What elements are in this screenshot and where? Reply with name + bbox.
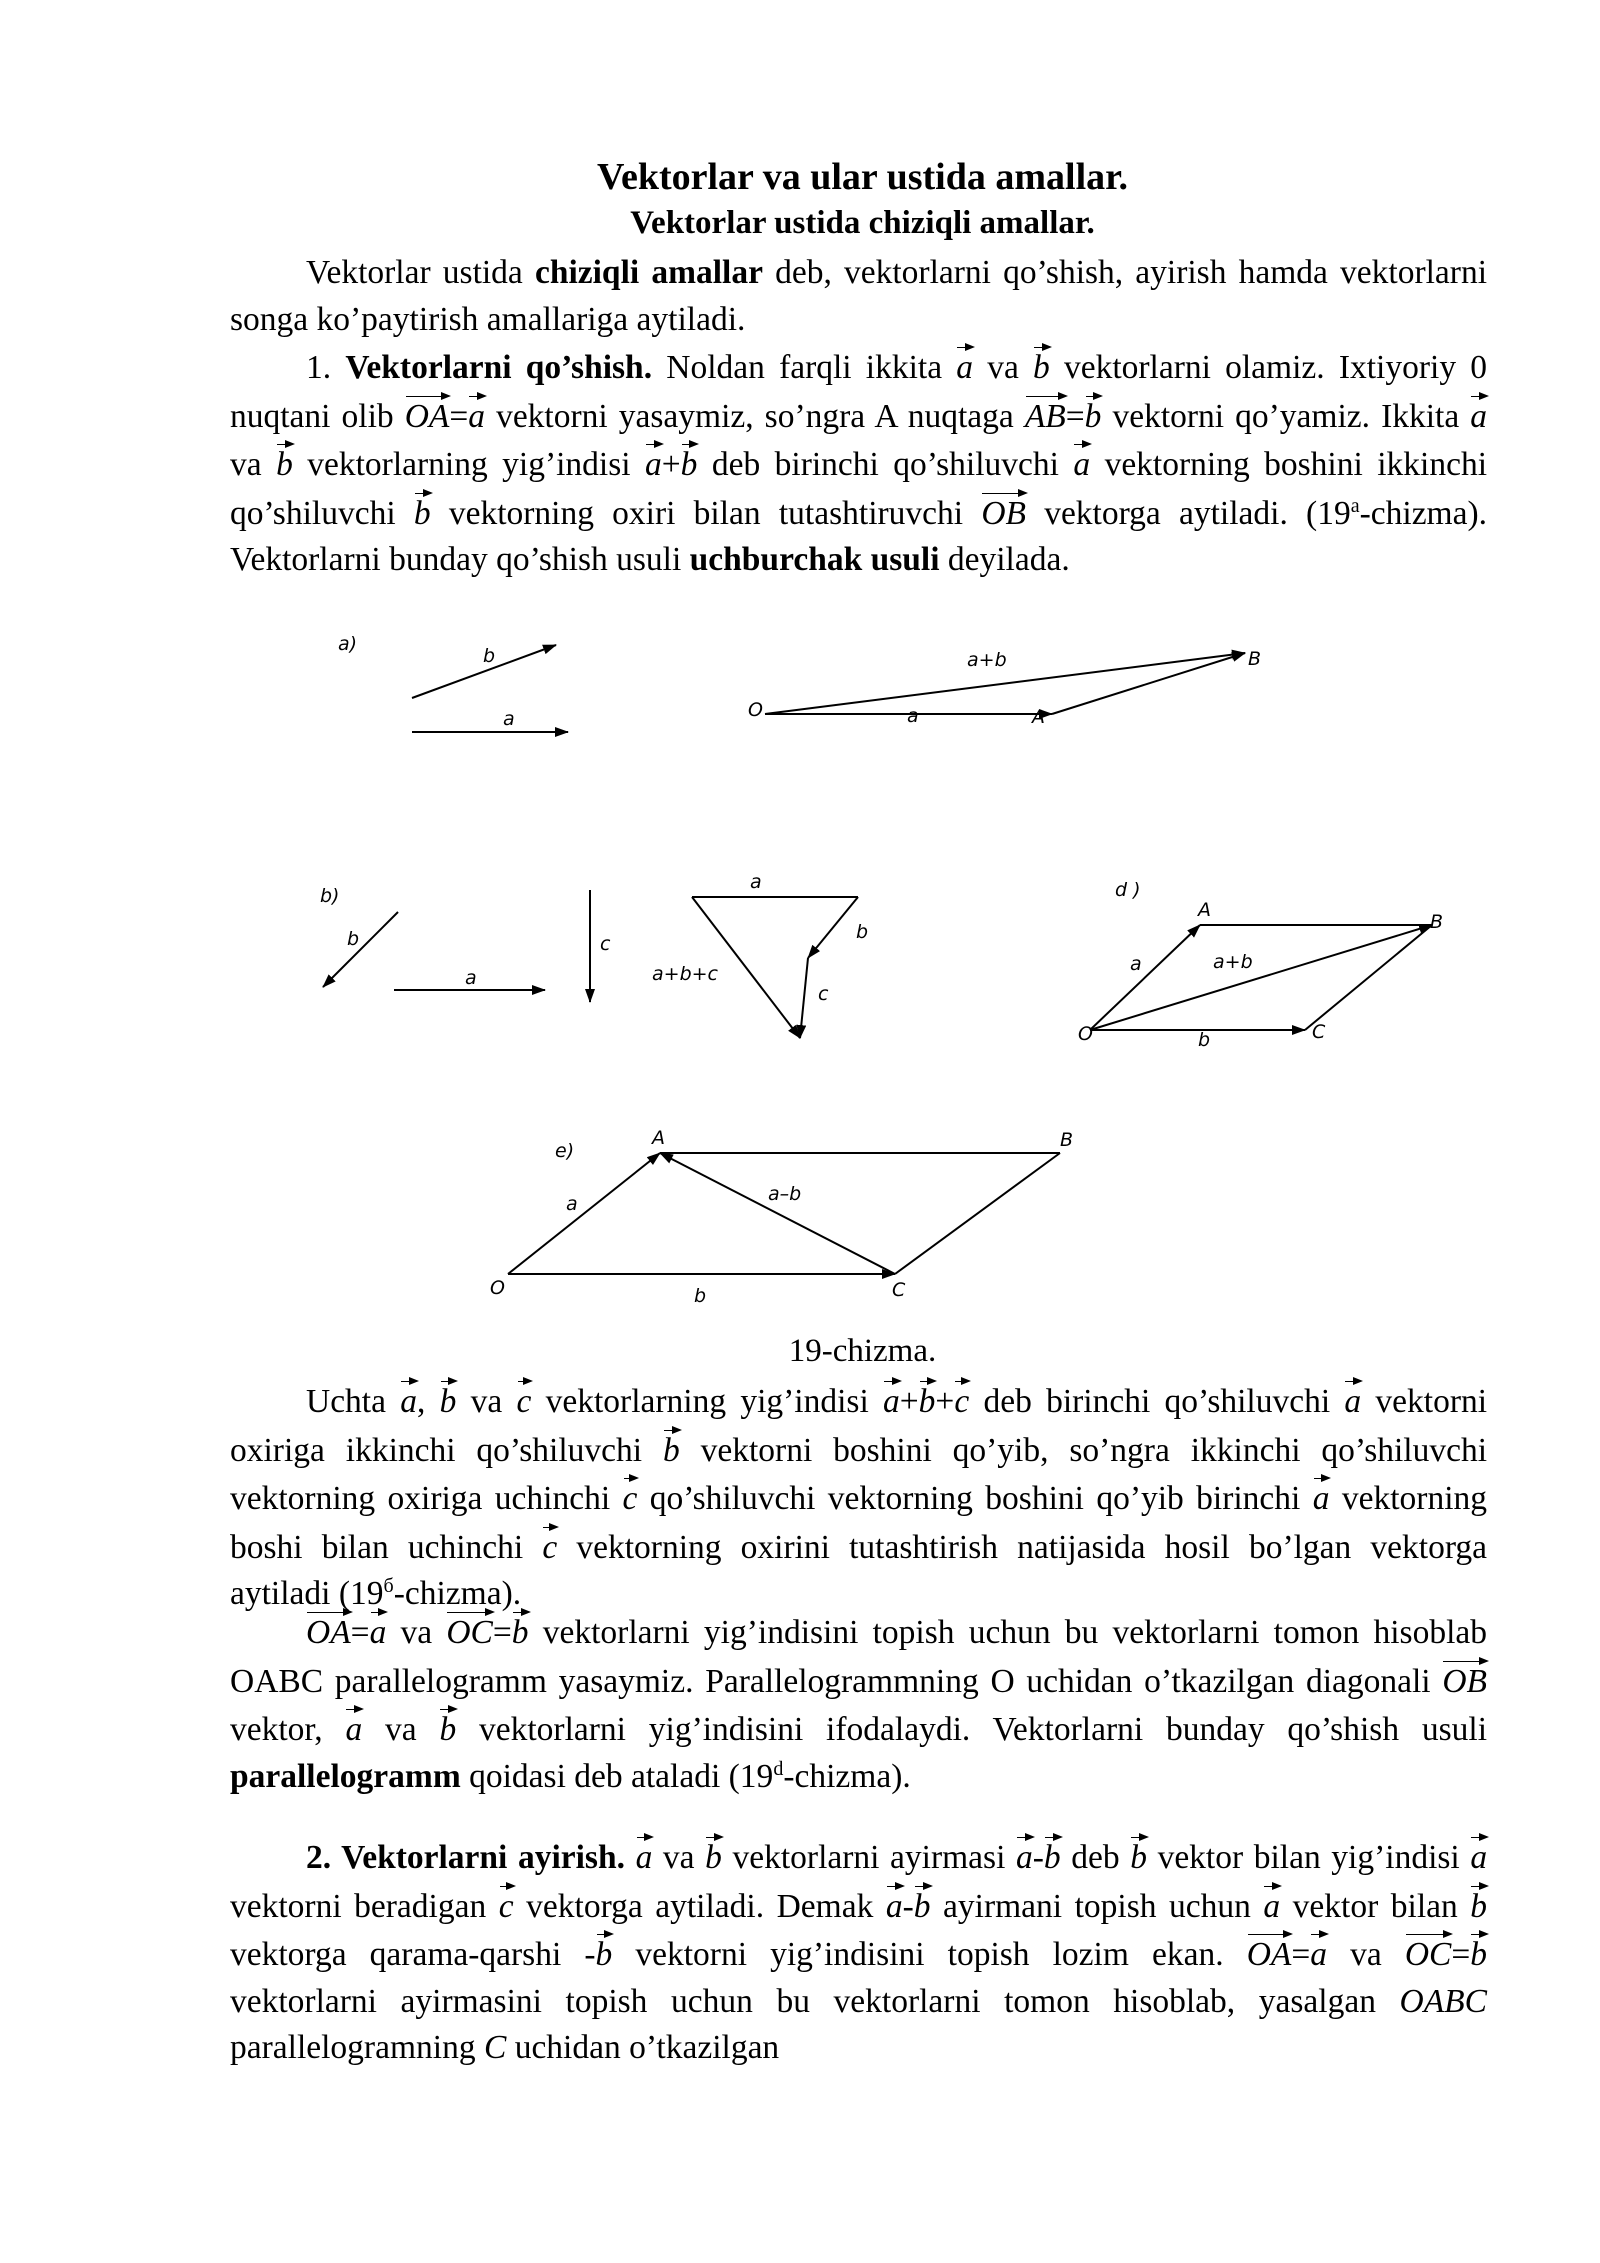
side-CB xyxy=(895,1153,1060,1274)
paragraph-vector-addition: 1. Vektorlarni qo’shish. Noldan farqli ikkita a va b vektorlarni olamiz. Ixtiyoriy 0 nuqtani olib OA=a vektorni yasaymiz, so’ngra A nuqtaga AB=b vektorni qo’yamiz. Ikkita a va b vektorlarning yig’indisi a+b deb birinchi qo’shiluvchi a vektorning boshini ikkinchi qo’shiluvchi b vektorning oxiri bilan tutashtiruvchi OB vektorga aytiladi. (19$^a$-chizma). Vektorlarni bunday qo’shish usuli uchburchak usuli deyilada. xyxy=(230,343,1487,584)
section-subtitle: Vektorlar ustida chiziqli amallar. xyxy=(630,205,1095,241)
label-a: a xyxy=(566,1193,578,1215)
panel-label-b: b) xyxy=(320,885,340,907)
point-B: B xyxy=(1248,648,1262,670)
label-a: a xyxy=(1130,953,1142,975)
side-CB xyxy=(1305,925,1432,1030)
label-sum-ab: a+b xyxy=(1213,951,1253,973)
diagonal-OB xyxy=(1090,925,1432,1030)
label-a: a xyxy=(465,967,477,989)
figure-caption: 19-chizma. xyxy=(788,1333,937,1369)
point-B: B xyxy=(1430,911,1444,933)
vector-CA-difference xyxy=(660,1153,895,1274)
panel-b xyxy=(320,871,868,1038)
label-c: c xyxy=(600,933,611,955)
point-O: O xyxy=(1078,1023,1093,1045)
vector-OA xyxy=(508,1153,660,1274)
label-b: b xyxy=(1198,1029,1211,1051)
paragraph-vector-subtraction: 2. Vektorlarni ayirish. a va b vektorlarni ayirmasi a-b deb b vektor bilan yig’indisi a vektorni beradigan c vektorga aytiladi. Demak a-b ayirmani topish uchun a vektor bilan b vektorga qarama-qarshi -b vektorni yig’indisini topish lozim ekan. OA=a va OC=b vektorlarni ayirmasini topish uchun bu vektorlarni tomon hisoblab, yasalgan OABC parallelogramning C uchidan o’tkazilgan xyxy=(230,1833,1487,2072)
label-a: a xyxy=(907,705,919,727)
label-sum-abc: a+b+c xyxy=(652,963,718,985)
label-a: a xyxy=(503,708,515,730)
panel-d xyxy=(1078,879,1443,1051)
panel-e xyxy=(490,1127,1073,1307)
label-diff-ab: a–b xyxy=(768,1183,802,1205)
vector-b-arrow xyxy=(323,912,398,987)
point-A: A xyxy=(1198,899,1211,921)
panel-label-d: d ) xyxy=(1115,879,1141,901)
panel-label-a: a) xyxy=(338,633,358,655)
label-b: b xyxy=(483,645,496,667)
vector-b-chain xyxy=(808,897,858,958)
label-b: b xyxy=(694,1285,707,1307)
point-B: B xyxy=(1060,1129,1074,1151)
label-a: a xyxy=(750,871,762,893)
point-O: O xyxy=(748,699,763,721)
vector-OA xyxy=(1090,925,1200,1030)
point-O: O xyxy=(490,1277,505,1299)
paragraph-three-vector-sum: Uchta a, b va c vektorlarning yig’indisi a+b+c deb birinchi qo’shiluvchi a vektorni oxiriga ikkinchi qo’shiluvchi b vektorni boshini qo’yib, so’ngra ikkinchi qo’shiluvchi vektorning oxiriga uchinchi c qo’shiluvchi vektorning boshini qo’yib birinchi a vektorning boshi bilan uchinchi c vektorning oxirini tutashtirish natijasida hosil bo’lgan vektorga aytiladi $(19^б-chizma)$. xyxy=(230,1377,1487,1618)
paragraph-definition: Vektorlar ustida chiziqli amallar deb, vektorlarni qo’shish, ayirish hamda vektorlarni songa ko’paytirish amallariga aytiladi. xyxy=(230,254,1488,338)
label-sum-ab: a+b xyxy=(967,649,1007,671)
point-C: C xyxy=(1312,1021,1326,1043)
point-A: A xyxy=(652,1127,665,1149)
label-c: c xyxy=(818,983,829,1005)
label-b: b xyxy=(856,921,869,943)
point-C: C xyxy=(892,1279,906,1301)
vector-c-chain xyxy=(800,958,808,1038)
panel-a xyxy=(338,633,1261,732)
paragraph-parallelogram: OA=a va OC=b vektorlarni yig’indisini topish uchun bu vektorlarni tomon hisoblab OABC parallelogramm yasaymiz. Parallelogrammning O uchidan o’tkazilgan diagonali OB vektor, a va b vektorlarni yig’indisini ifodalaydi. Vektorlarni bunday qo’shish usuli parallelogramm qoidasi deb ataladi (19$^d$-chizma). xyxy=(230,1608,1487,1800)
panel-label-e: e) xyxy=(555,1140,575,1162)
label-b: b xyxy=(347,928,360,950)
vector-AB xyxy=(1052,653,1245,714)
page-title: Vektorlar va ular ustida amallar. xyxy=(597,156,1128,198)
point-A: A xyxy=(1032,706,1045,728)
